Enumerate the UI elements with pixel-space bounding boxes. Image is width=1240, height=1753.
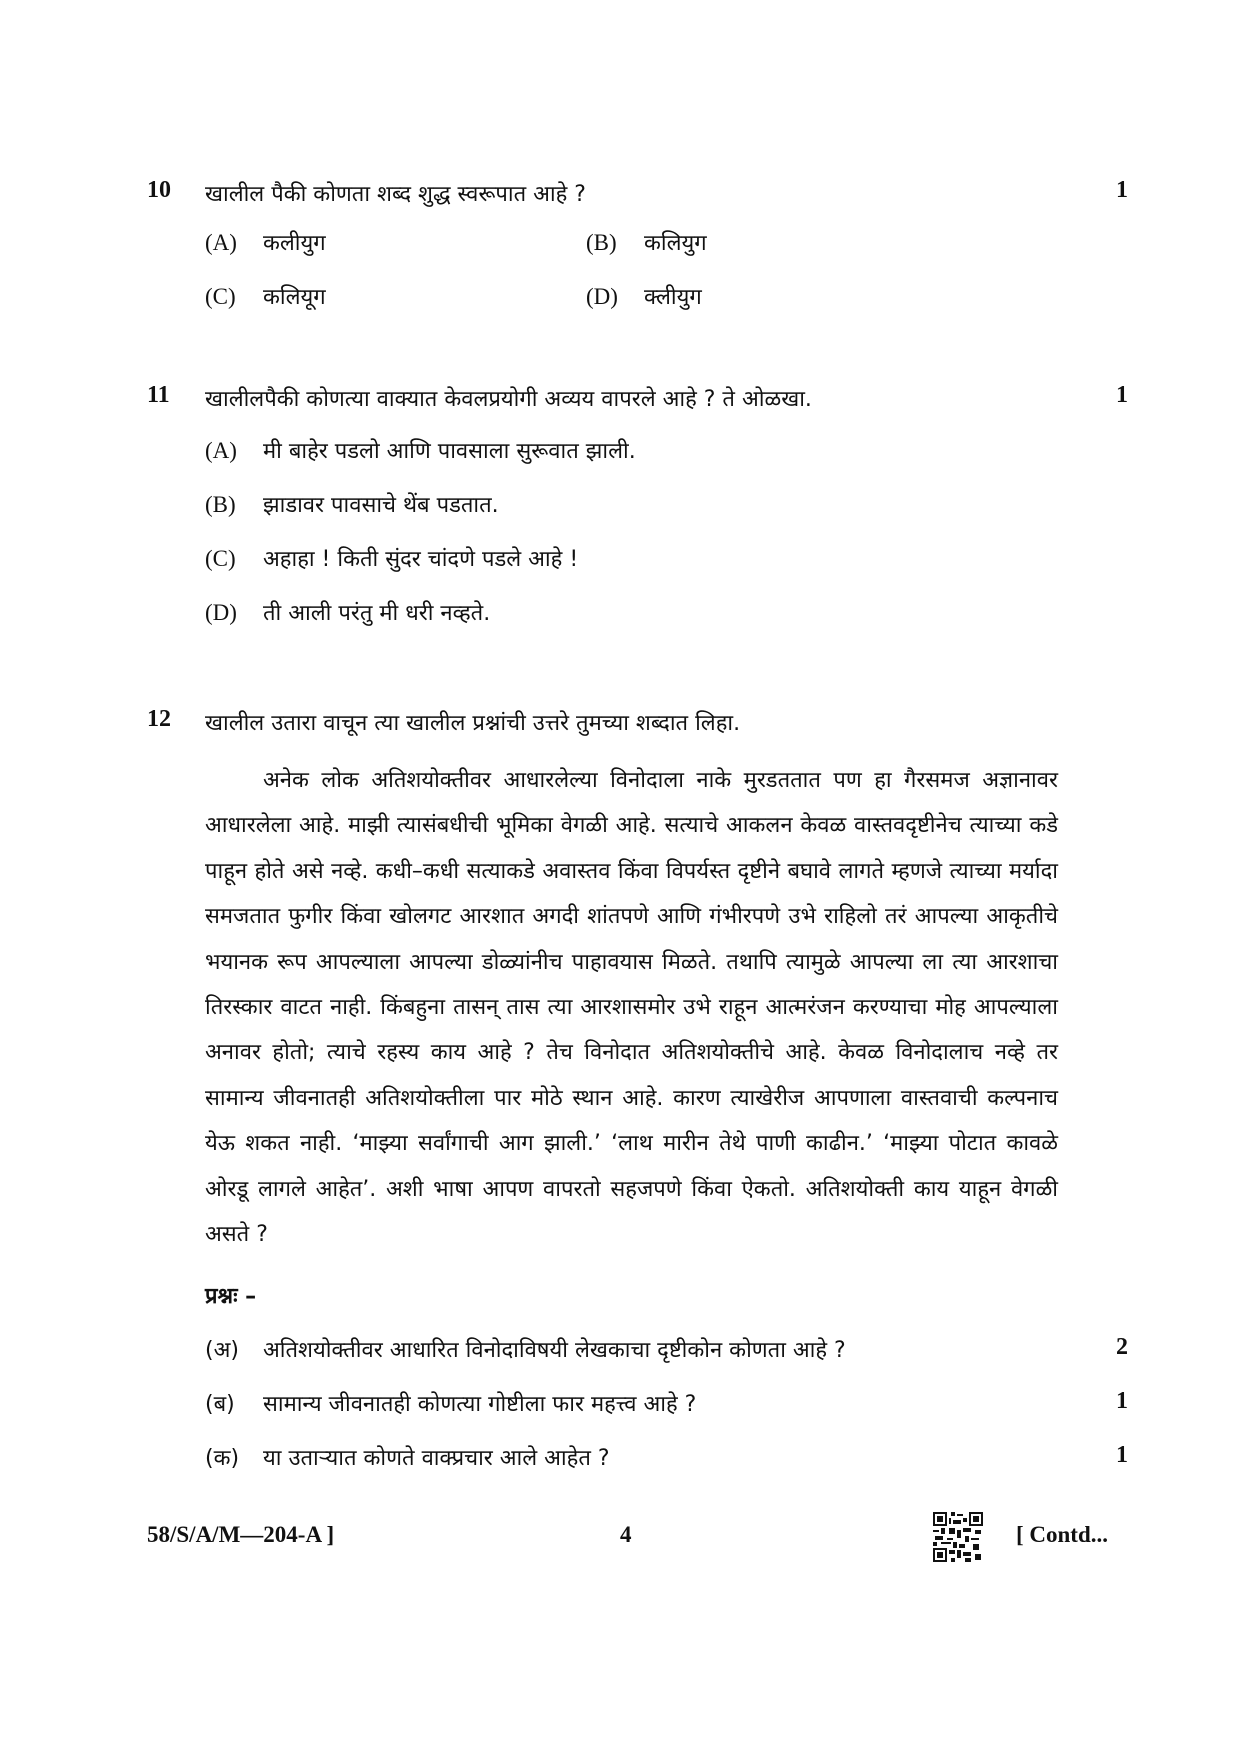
subquestion-text: या उताऱ्यात कोणते वाक्प्रचार आले आहेत ?	[263, 1446, 610, 1471]
question-10-option-b	[586, 227, 707, 257]
question-11-option-c	[205, 543, 578, 573]
subquestion-a	[205, 1334, 846, 1364]
subquestion-text: सामान्य जीवनातही कोणत्या गोष्टीला फार महत्त्व आहे ?	[263, 1392, 697, 1417]
question-10-option-c	[205, 281, 326, 311]
question-10-option-a	[205, 227, 326, 257]
option-label: (B)	[205, 492, 236, 517]
option-label: (B)	[586, 230, 617, 255]
option-text: झाडावर पावसाचे थेंब पडतात.	[263, 493, 499, 518]
question-12-number: 12	[147, 706, 171, 732]
option-text: कलियुग	[644, 231, 707, 256]
paper-code: 58/S/A/M—204-A ]	[147, 1522, 335, 1547]
question-11-option-a	[205, 435, 636, 465]
continued-label: [ Contd...	[1016, 1522, 1109, 1547]
option-label: (A)	[205, 230, 237, 255]
subquestion-label: (क)	[205, 1446, 240, 1471]
question-11-text: खालीलपैकी कोणत्या वाक्यात केवलप्रयोगी अव्यय वापरले आहे ? ते ओळखा.	[205, 387, 812, 412]
question-10-marks: 1	[1116, 177, 1128, 203]
subquestion-text: अतिशयोक्तीवर आधारित विनोदाविषयी लेखकाचा दृष्टीकोन कोणता आहे ?	[263, 1338, 846, 1363]
question-11-number: 11	[147, 382, 170, 408]
question-11-marks: 1	[1116, 382, 1128, 408]
subquestion-b-marks: 1	[1116, 1388, 1128, 1414]
option-text: कलियूग	[263, 285, 326, 310]
option-text: मी बाहेर पडलो आणि पावसाला सुरूवात झाली.	[263, 439, 636, 464]
question-11-option-d	[205, 597, 490, 627]
subquestion-b	[205, 1388, 696, 1418]
subquestion-a-marks: 2	[1116, 1334, 1128, 1360]
option-text: कलीयुग	[263, 231, 326, 256]
subquestion-c	[205, 1442, 610, 1472]
question-11-option-b	[205, 489, 499, 519]
option-text: क्लीयुग	[644, 285, 702, 310]
option-text: ती आली परंतु मी धरी नव्हते.	[263, 601, 491, 626]
option-label: (C)	[205, 284, 236, 309]
option-label: (D)	[205, 600, 237, 625]
question-10-option-d	[586, 281, 702, 311]
option-label: (C)	[205, 546, 236, 571]
subquestion-label: (ब)	[205, 1392, 235, 1417]
question-12-text: खालील उतारा वाचून त्या खालील प्रश्नांची उत्तरे तुमच्या शब्दात लिहा.	[205, 711, 741, 736]
subquestion-label: (अ)	[205, 1338, 239, 1363]
option-label: (A)	[205, 438, 237, 463]
subquestion-c-marks: 1	[1116, 1442, 1128, 1468]
reading-passage: अनेक लोक अतिशयोक्तीवर आधारलेल्या विनोदाला नाके मुरडततात पण हा गैरसमज अज्ञानावर आधारलेला आहे. माझी त्यासंबधीची भूमिका वेगळी आहे. सत्याचे आकलन केवळ वास्तवदृष्टीनेच त्याच्या कडे पाहून होते असे नव्हे. कधी–कधी सत्याकडे अवास्तव किंवा विपर्यस्त दृष्टीने बघावे लागते म्हणजे त्याच्या मर्यादा समजतात फुगीर किंवा खोलगट आरशात अगदी शांतपणे आणि गंभीरपणे उभे राहिलो तरं आपल्या आकृतीचे भयानक रूप आपल्याला आपल्या डोळ्यांनीच पाहावयास मिळते. तथापि त्यामुळे आपल्या ला त्या आरशाचा तिरस्कार वाटत नाही. किंबहुना तासन् तास त्या आरशासमोर उभे राहून आत्मरंजन करण्याचा मोह आपल्याला अनावर होतो; त्याचे रहस्य काय आहे ? तेच विनोदात अतिशयोक्तीचे आहे. केवळ विनोदालाच नव्हे तर सामान्य जीवनातही अतिशयोक्तीला पार मोठे स्थान आहे. कारण त्याखेरीज आपणाला वास्तवाची कल्पनाच येऊ शकत नाही. ‘माझ्या सर्वांगाची आग झाली.’ ‘लाथ मारीन तेथे पाणी काढीन.’ ‘माझ्या पोटात कावळे ओरडू लागले आहेत’. अशी भाषा आपण वापरतो सहजपणे किंवा ऐकतो. अतिशयोक्ती काय याहून वेगळी असते ?	[205, 768, 1058, 1248]
option-label: (D)	[586, 284, 618, 309]
qr-code-icon	[933, 1512, 983, 1562]
page-number: 4	[620, 1522, 632, 1547]
option-text: अहाहा ! किती सुंदर चांदणे पडले आहे !	[263, 547, 579, 572]
question-10-number: 10	[147, 177, 171, 203]
questions-heading: प्रश्नः –	[205, 1284, 257, 1309]
question-10-text: खालील पैकी कोणता शब्द शुद्ध स्वरूपात आहे ?	[205, 182, 586, 207]
